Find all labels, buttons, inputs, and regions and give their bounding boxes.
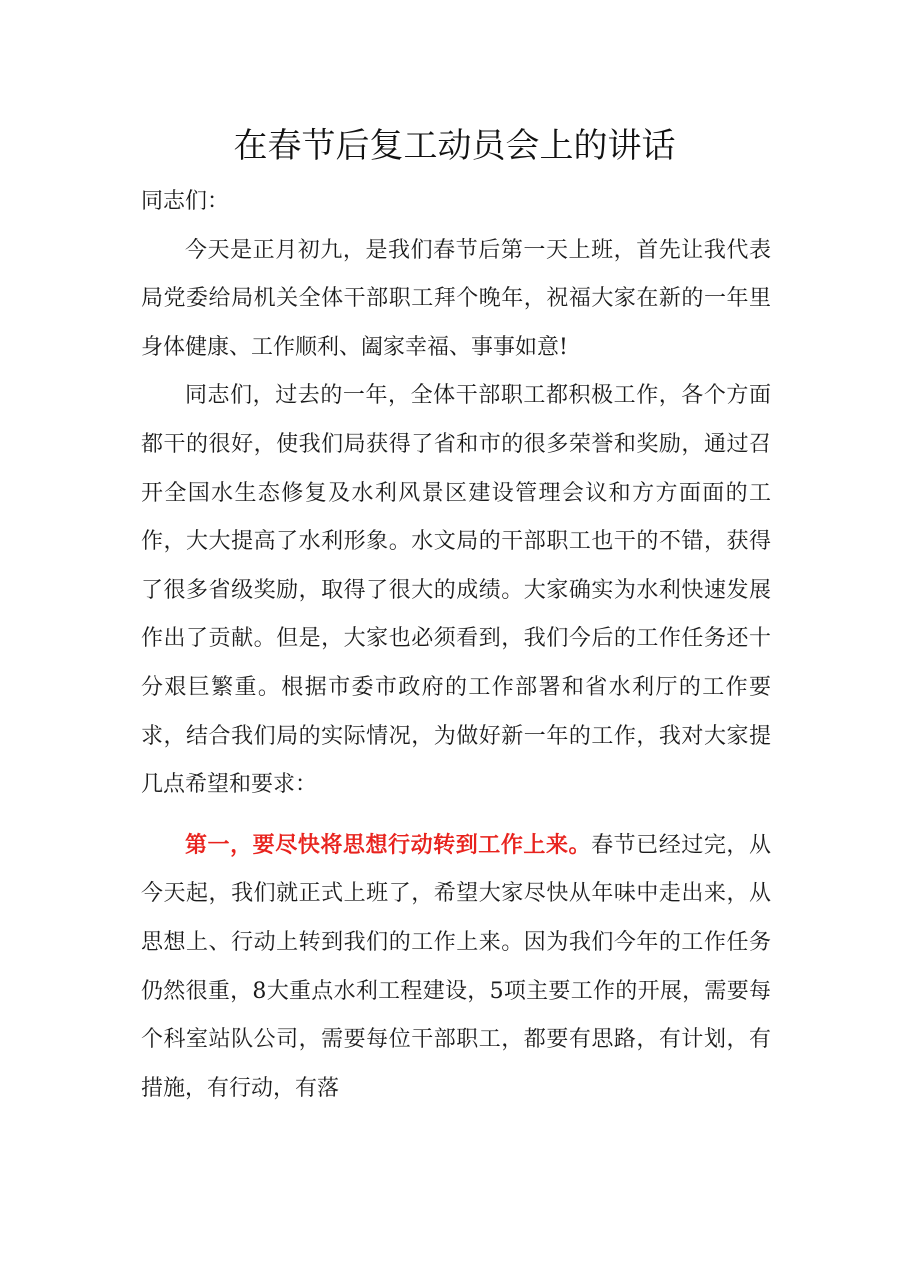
- point-one-heading: 第一，要尽快将思想行动转到工作上来。: [185, 832, 592, 858]
- document-title: 在春节后复工动员会上的讲话: [233, 126, 676, 166]
- paragraph-point-one: [141, 822, 771, 1114]
- salutation: 同志们：: [141, 189, 230, 214]
- paragraph-review: 同志们，过去的一年，全体干部职工都积极工作，各个方面都干的很好，使我们局获得了省和市的很多荣誉和奖励，通过召开全国水生态修复及水利风景区建设管理会议和方方面面的工作，大大提高了水利形象。水文局的干部职工也干的不错，获得了很多省级奖励，取得了很大的成绩。大家确实为水利快速发展作出了贡献。但是，大家也必须看到，我们今后的工作任务还十分艰巨繁重。根据市委市政府的工作部署和省水利厅的工作要求，结合我们局的实际情况，为做好新一年的工作，我对大家提几点希望和要求：: [141, 383, 771, 798]
- point-one-text: 春节已经过完，从今天起，我们就正式上班了，希望大家尽快从年味中走出来，从思想上、行动上转到我们的工作上来。因为我们今年的工作任务仍然很重，8大重点水利工程建设，5项主要工作的开展，需要每个科室站队公司，需要每位干部职工，都要有思路，有计划，有措施，有行动，有落: [141, 832, 771, 1101]
- document-body: [141, 178, 771, 1113]
- paragraph-greeting: 今天是正月初九，是我们春节后第一天上班，首先让我代表局党委给局机关全体干部职工拜个晚年，祝福大家在新的一年里身体健康、工作顺利、阖家幸福、事事如意!: [141, 237, 771, 360]
